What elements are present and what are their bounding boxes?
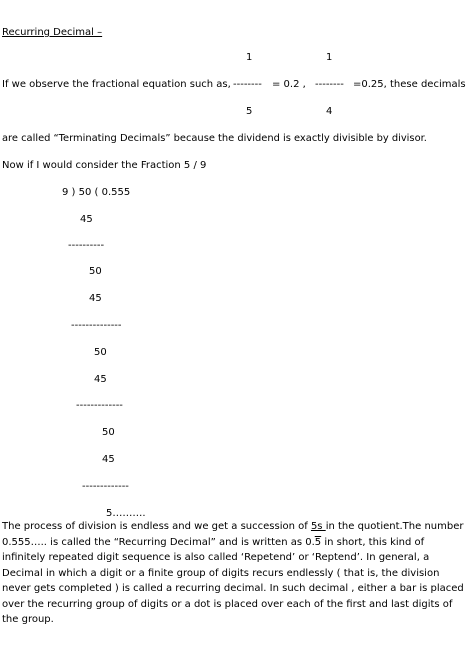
- division-step: 50: [94, 347, 107, 358]
- fraction-1-numerator: 1: [246, 52, 253, 63]
- division-step: 5……….: [106, 508, 146, 519]
- paragraph-part-3: in short, this kind of infinitely repeated digit sequence is also called ‘Repetend’ or ‘Reptend’. In general, a Decimal in which a digit or a finite group of digits recurs endlessly ( that is, the division never gets completed ) is called a recurring decimal. In such decimal , either a bar is placed over the recurring group of digits or a dot is placed over each of the first and last digits of the group.: [2, 536, 464, 625]
- division-step: 50: [89, 266, 102, 277]
- division-step: --------------: [71, 320, 122, 331]
- division-head: 9 ) 50 ( 0.555: [62, 187, 131, 198]
- division-step: -------------: [82, 481, 129, 492]
- division-step: -------------: [76, 400, 123, 411]
- fraction-2-value: =0.25, these decimals: [353, 79, 466, 90]
- paragraph-part-1: The process of division is endless and we get a succession of: [2, 521, 311, 532]
- fraction-2-bar: --------: [315, 79, 344, 90]
- terminating-decimals-line: are called “Terminating Decimals” because the dividend is exactly divisible by divisor.: [2, 133, 427, 144]
- fraction-consider-line: Now if I would consider the Fraction 5 / 9: [2, 160, 207, 171]
- underlined-5s: 5s: [310, 521, 326, 532]
- division-step: 45: [80, 214, 93, 225]
- fraction-1-bar: --------: [233, 79, 262, 90]
- fraction-1-value: = 0.2 ,: [272, 79, 306, 90]
- fraction-1-denominator: 5: [246, 106, 253, 117]
- recurring-digit-overline: 5: [314, 536, 322, 548]
- explanation-paragraph: [2, 519, 464, 628]
- fraction-2-numerator: 1: [326, 52, 333, 63]
- division-step: ----------: [68, 240, 105, 251]
- equation-line-prefix: If we observe the fractional equation such as,: [2, 79, 231, 90]
- fraction-2-denominator: 4: [326, 106, 333, 117]
- division-step: 45: [94, 374, 107, 385]
- division-step: 45: [89, 293, 102, 304]
- division-step: 45: [102, 454, 115, 465]
- paragraph-part-2: in the quotient.The number 0.555….. is called the “Recurring Decimal” and is written as 0.: [2, 521, 464, 548]
- division-step: 50: [102, 427, 115, 438]
- page-title: Recurring Decimal –: [2, 27, 103, 38]
